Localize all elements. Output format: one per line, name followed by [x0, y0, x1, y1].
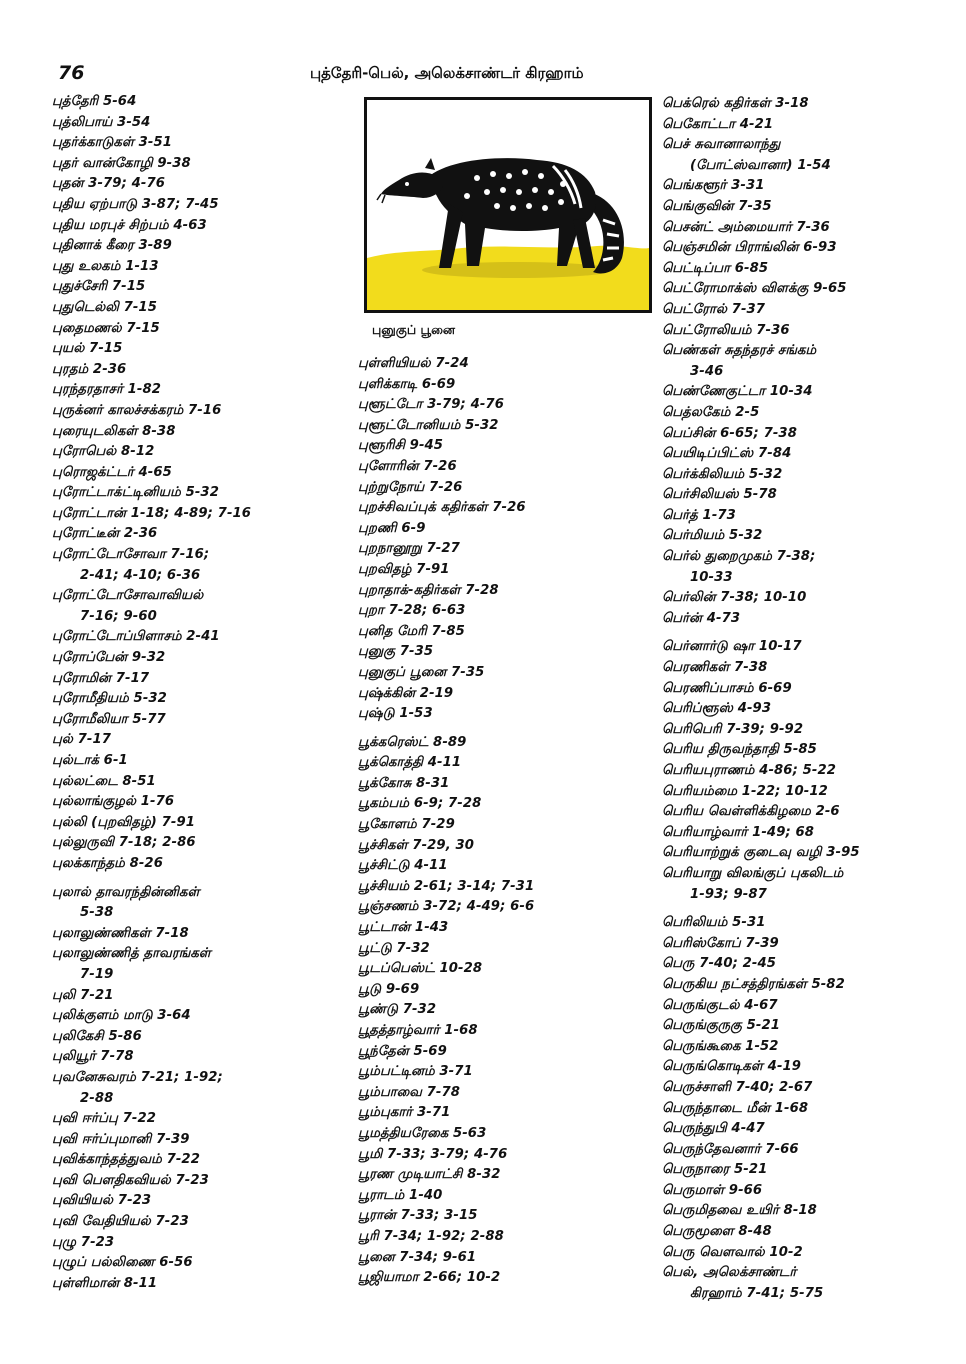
index-entry: புல்லுருவி 7-18; 2-86 — [52, 835, 196, 851]
index-entry-continuation: 1-93; 9-87 — [690, 886, 767, 902]
index-entry: புதர் வான்கோழி 9-38 — [52, 155, 191, 171]
index-entry: புறா 7-28; 6-63 — [358, 603, 466, 619]
index-entry: புவி வேதியியல் 7-23 — [52, 1214, 189, 1230]
index-entry: பூரி 7-34; 1-92; 2-88 — [358, 1228, 504, 1244]
index-entry: பூச்சியம் 2-61; 3-14; 7-31 — [358, 878, 535, 894]
index-entry: புது உலகம் 1-13 — [52, 258, 159, 274]
index-entry: பெல், அலெக்சாண்டர் — [662, 1265, 797, 1281]
index-entry: புரோட்டாக்ட்டினியம் 5-32 — [52, 485, 219, 501]
index-entry: புதைமணல் 7-15 — [52, 320, 160, 336]
index-entry: பூரான் 7-33; 3-15 — [358, 1208, 478, 1224]
page-number: 76 — [58, 62, 85, 84]
index-entry: பெக்ரெல் கதிர்கள் 3-18 — [662, 96, 809, 111]
index-entry: புவி ஈர்ப்புமானி 7-39 — [52, 1131, 190, 1147]
index-entry: பெர்மியம் 5-32 — [662, 528, 763, 544]
civet-illustration — [364, 97, 652, 313]
index-entry: பூனை 7-34; 9-61 — [358, 1249, 477, 1265]
index-entry: புனித மேரி 7-85 — [358, 623, 465, 639]
index-entry: புரோபெல் 8-12 — [52, 444, 155, 460]
index-entry: பெர்க்கிலியம் 5-32 — [662, 466, 783, 482]
index-entry: பெட்ரோல் 7-37 — [662, 301, 766, 317]
index-entry: புலிகேசி 5-86 — [52, 1028, 142, 1044]
index-entry: புதிய ஏற்பாடு 3-87; 7-45 — [52, 196, 219, 212]
index-entry: பூமி 7-33; 3-79; 4-76 — [358, 1146, 508, 1162]
index-entry: புள்ளியியல் 7-24 — [358, 356, 469, 371]
index-entry: புஷ்க்கின் 2-19 — [358, 685, 454, 701]
index-entry: புலாலுண்ணித் தாவரங்கள் — [52, 946, 211, 962]
index-entry: புரந்தரதாசர் 1-82 — [52, 382, 162, 398]
index-entry-continuation: 7-19 — [80, 966, 114, 982]
index-entry: பூதத்தாழ்வார் 1-68 — [358, 1023, 478, 1038]
index-entry: புயல் 7-15 — [52, 341, 123, 357]
index-entry: பூண்டு 7-32 — [358, 1002, 437, 1018]
index-entry: புதுடெல்லி 7-15 — [52, 299, 157, 315]
index-entry: புல்லாங்குழல் 1-76 — [52, 794, 175, 810]
index-entry: பெருங்குருகு 5-21 — [662, 1018, 781, 1034]
index-entry: பெரிய வெள்ளிக்கிழமை 2-6 — [662, 804, 840, 820]
index-entry: புரோட்டோப்பிளாசம் 2-41 — [52, 629, 220, 645]
index-entry: பூக்கொத்தி 4-11 — [358, 755, 462, 771]
index-entry: பெருங்குடல் 4-67 — [662, 997, 778, 1013]
index-entry: பெரியம்மை 1-22; 10-12 — [662, 783, 828, 799]
index-entry: பெருமூளை 8-48 — [662, 1224, 772, 1240]
index-entry: புதிய மரபுச் சிற்பம் 4-63 — [52, 217, 207, 233]
index-entry: புறநானூறு 7-27 — [358, 541, 460, 557]
index-entry-continuation: 3-46 — [690, 363, 724, 379]
index-entry: பெகோட்டா 4-21 — [662, 116, 774, 132]
index-entry: பூமத்தியரேகை 5-63 — [358, 1125, 487, 1141]
index-entry: பெருமிதவை உயிர் 8-18 — [662, 1203, 817, 1219]
index-entry: புறவிதழ் 7-91 — [358, 561, 450, 577]
index-entry: புலால் தாவரந்தின்னிகள் — [52, 884, 200, 900]
index-entry: புல் 7-17 — [52, 732, 112, 748]
index-entry: புஷ்டு 1-53 — [358, 706, 433, 722]
index-entry: புறாதாக்-கதிர்கள் 7-28 — [358, 582, 499, 598]
index-entry: பூடு 9-69 — [358, 981, 420, 997]
index-entry: பூந்தேன் 5-69 — [358, 1043, 447, 1059]
index-entry: பெங்குவின் 7-35 — [662, 198, 772, 214]
index-entry: பெட்ரோலியம் 7-36 — [662, 322, 790, 338]
civet-drawing — [367, 100, 649, 310]
index-entry: பெண்கள் சுதந்தரச் சங்கம் — [662, 343, 817, 359]
index-entry: பெப்சின் 6-65; 7-38 — [662, 425, 797, 441]
index-entry: பெர்லின் 7-38; 10-10 — [662, 590, 807, 606]
index-entry: பூட்டான் 1-43 — [358, 920, 449, 936]
index-entry: பெர்னார்டு ஷா 10-17 — [662, 639, 802, 655]
index-entry: பூராடம் 1-40 — [358, 1187, 443, 1203]
index-entry: புதினாக் கீரை 3-89 — [52, 238, 172, 254]
index-entry: புள்ளிமான் 8-11 — [52, 1275, 158, 1291]
index-entry: புலாலுண்ணிகள் 7-18 — [52, 925, 189, 941]
index-entry: பெரிஸ்கோப் 7-39 — [662, 935, 779, 951]
index-entry: பெரணிப்பாசம் 6-69 — [662, 680, 792, 696]
index-entry: புரோமின் 7-17 — [52, 670, 150, 686]
index-entry: பூஞ்சணம் 3-72; 4-49; 6-6 — [358, 899, 535, 915]
index-entry: புரோட்டோசோவா 7-16; — [52, 547, 210, 563]
index-entry: புரோப்பேன் 9-32 — [52, 650, 166, 666]
index-entry-continuation: கிரஹாம் 7-41; 5-75 — [690, 1285, 824, 1301]
index-entry: புரதம் 2-36 — [52, 361, 127, 377]
index-entry-continuation: 7-16; 9-60 — [80, 608, 157, 624]
index-entry: புவி ஈர்ப்பு 7-22 — [52, 1111, 157, 1127]
index-column-1 — [52, 92, 352, 1294]
index-entry: பெர்ல் துறைமுகம் 7-38; — [662, 549, 816, 565]
index-entry: புத்தேரி 5-64 — [52, 94, 137, 109]
index-entry: பெண்ணேகுட்டா 10-34 — [662, 384, 813, 400]
index-entry: புழு 7-23 — [52, 1234, 115, 1250]
index-entry: புல்லட்டை 8-51 — [52, 773, 156, 789]
index-entry: பெட்ரோமாக்ஸ் விளக்கு 9-65 — [662, 281, 847, 297]
index-entry: புரோமீலியா 5-77 — [52, 711, 166, 727]
index-entry-continuation: 5-38 — [80, 905, 114, 921]
index-entry: புவிக்காந்தத்துவம் 7-22 — [52, 1152, 200, 1168]
index-entry: பூட்டு 7-32 — [358, 940, 430, 956]
index-entry: பெரியாற்றுக் குடைவு வழி 3-95 — [662, 845, 860, 861]
index-entry: புல்டாக் 6-1 — [52, 753, 128, 768]
index-entry: பெருமாள் 9-66 — [662, 1182, 763, 1198]
index-entry: பூகோளம் 7-29 — [358, 817, 455, 833]
index-entry: பெரியாறு விலங்குப் புகலிடம் — [662, 865, 844, 881]
index-entry: பெருந்துபி 4-47 — [662, 1121, 765, 1137]
index-entry: பூம்பட்டினம் 3-71 — [358, 1064, 473, 1080]
index-entry: பூம்பாவை 7-78 — [358, 1084, 461, 1100]
index-entry: பெர்த் 1-73 — [662, 507, 736, 523]
index-entry: புதர்க்காடுகள் 3-51 — [52, 135, 173, 151]
index-entry: பெரு 7-40; 2-45 — [662, 956, 777, 972]
running-head: புத்தேரி-பெல், அலெக்சாண்டர் கிரஹாம் — [310, 64, 584, 82]
index-entry: பெட்டிப்பா 6-85 — [662, 260, 769, 276]
index-entry: புவி பௌதிகவியல் 7-23 — [52, 1172, 209, 1188]
index-entry: புளூட்டோ 3-79; 4-76 — [358, 397, 504, 413]
index-entry: பெரிய திருவந்தாதி 5-85 — [662, 742, 817, 758]
index-entry: புரோட்டான் 1-18; 4-89; 7-16 — [52, 505, 252, 521]
index-entry: புறணி 6-9 — [358, 520, 426, 536]
index-entry-continuation: 2-88 — [80, 1090, 114, 1106]
index-entry: பெரிலியம் 5-31 — [662, 915, 766, 931]
index-entry: பெர்ன் 4-73 — [662, 610, 741, 626]
index-entry: பெரியபுராணம் 4-86; 5-22 — [662, 763, 837, 778]
index-entry: புலி 7-21 — [52, 987, 114, 1003]
index-entry: புலிக்குளம் மாடு 3-64 — [52, 1008, 191, 1024]
index-entry: பெருந்தாடை மீன் 1-68 — [662, 1100, 809, 1116]
index-entry: புரோமீதியம் 5-32 — [52, 691, 167, 707]
index-entry: புரோட்டீன் 2-36 — [52, 526, 158, 542]
index-entry: புல்லி (புறவிதழ்) 7-91 — [52, 814, 196, 830]
index-entry: பெரணிகள் 7-38 — [662, 660, 768, 676]
index-entry: பெஞ்சமின் பிராங்லின் 6-93 — [662, 240, 837, 256]
index-entry: பெரிப்ளூஸ் 4-93 — [662, 701, 772, 717]
index-entry: பெசன்ட் அம்மையார் 7-36 — [662, 219, 830, 235]
figure-caption: புனுகுப் பூனை — [372, 322, 456, 337]
index-entry-continuation: (போட்ஸ்வானா) 1-54 — [690, 157, 831, 173]
index-entry: புதன் 3-79; 4-76 — [52, 176, 166, 192]
index-entry: புளூரிசி 9-45 — [358, 438, 444, 454]
index-entry: பெர்சிலியஸ் 5-78 — [662, 487, 777, 503]
index-entry: பெருகிய நட்சத்திரங்கள் 5-82 — [662, 976, 845, 992]
index-entry: புளூட்டோனியம் 5-32 — [358, 417, 499, 433]
index-entry: புரோட்டோசோவாவியல் — [52, 588, 204, 604]
index-entry: பெங்களூர் 3-31 — [662, 178, 765, 194]
index-entry-continuation: 2-41; 4-10; 6-36 — [80, 567, 201, 583]
index-entry: பூகம்பம் 6-9; 7-28 — [358, 796, 482, 812]
index-entry: புரையுடலிகள் 8-38 — [52, 423, 176, 439]
index-entry: பெரிபெரி 7-39; 9-92 — [662, 721, 804, 737]
index-entry: பூக்கரெஸ்ட் 8-89 — [358, 734, 467, 750]
index-entry: பெருநாரை 5-21 — [662, 1162, 768, 1178]
index-entry: புளோரின் 7-26 — [358, 458, 457, 474]
index-entry: பூக்கோசு 8-31 — [358, 775, 450, 791]
index-entry: பூச்சிட்டு 4-11 — [358, 858, 448, 874]
index-entry: பூச்சிகள் 7-29, 30 — [358, 837, 475, 853]
index-entry: பெச் சுவானாலாந்து — [662, 137, 781, 153]
index-entry: பெரு வௌவால் 10-2 — [662, 1244, 803, 1260]
index-entry: பெருங்கொடிகள் 4-19 — [662, 1059, 802, 1075]
index-entry: பெரியாழ்வார் 1-49; 68 — [662, 824, 815, 840]
index-entry-continuation: 10-33 — [690, 569, 733, 585]
index-entry: புளிக்காடி 6-69 — [358, 376, 456, 392]
index-entry: புழுப் பல்லிணை 6-56 — [52, 1255, 193, 1271]
index-entry: புத்லிபாய் 3-54 — [52, 114, 151, 130]
index-entry: பெயிடிப்பிட்ஸ் 7-84 — [662, 446, 792, 462]
index-entry: பெருங்கூகை 1-52 — [662, 1038, 779, 1054]
index-entry: புவியியல் 7-23 — [52, 1193, 152, 1209]
index-entry: பெத்லகேம் 2-5 — [662, 404, 760, 420]
index-entry: புருக்னர் காலச்சக்கரம் 7-16 — [52, 402, 222, 418]
index-entry: பூம்புகார் 3-71 — [358, 1105, 451, 1121]
index-entry: புறச்சிவப்புக் கதிர்கள் 7-26 — [358, 500, 526, 516]
index-entry: புனுகுப் பூனை 7-35 — [358, 664, 485, 680]
index-entry: பூஜியாமா 2-66; 10-2 — [358, 1270, 501, 1286]
index-column-3 — [662, 94, 962, 1304]
index-entry: பூடப்பெஸ்ட் 10-28 — [358, 961, 483, 977]
index-entry: பூரண முடியாட்சி 8-32 — [358, 1167, 501, 1183]
index-entry: புனுகு 7-35 — [358, 644, 434, 660]
index-column-2 — [358, 354, 658, 1289]
index-entry: புவனேசுவரம் 7-21; 1-92; — [52, 1069, 223, 1085]
index-entry: புலியூர் 7-78 — [52, 1049, 134, 1065]
index-entry: புரொஜக்ட்டர் 4-65 — [52, 464, 172, 480]
index-entry: பெருச்சாளி 7-40; 2-67 — [662, 1079, 813, 1095]
index-entry: புலக்காந்தம் 8-26 — [52, 855, 163, 871]
index-entry: பெருந்தேவனார் 7-66 — [662, 1141, 799, 1157]
index-entry: புற்றுநோய் 7-26 — [358, 479, 463, 495]
index-entry: புதுச்சேரி 7-15 — [52, 279, 146, 295]
